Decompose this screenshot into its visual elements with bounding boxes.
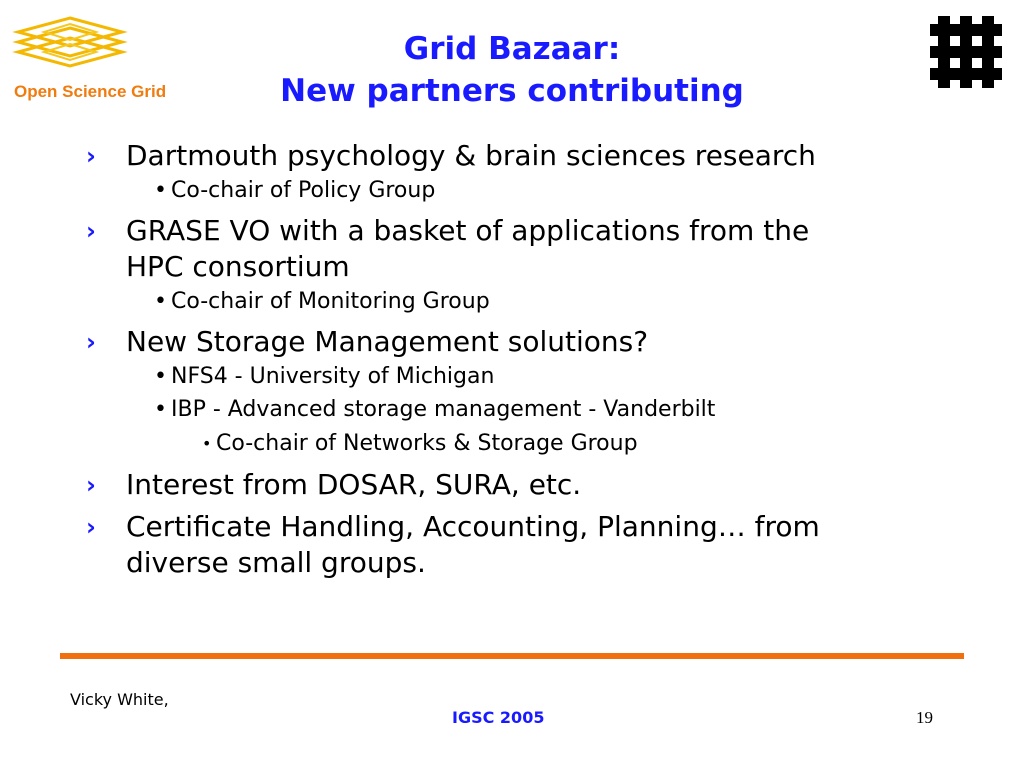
chevron-right-icon: › xyxy=(86,471,96,499)
bullet-text: GRASE VO with a basket of applications from the xyxy=(126,214,810,247)
bullet-dot-icon: • xyxy=(154,178,167,203)
sub-bullet-text: Co-chair of Policy Group xyxy=(171,178,436,203)
sub-bullet-item xyxy=(82,362,962,392)
bullet-dot-icon: • xyxy=(202,434,212,453)
sub-sub-bullet-item xyxy=(82,429,962,459)
sub-bullet-item xyxy=(82,176,962,206)
sub-bullet-item xyxy=(82,287,962,317)
slide-title-line1: Grid Bazaar: xyxy=(403,31,621,67)
slide-title xyxy=(180,28,844,112)
bullet-item xyxy=(82,213,962,285)
sub-bullet-item xyxy=(82,395,962,425)
bullet-dot-icon: • xyxy=(154,397,167,422)
chevron-right-icon: › xyxy=(86,513,96,541)
sub-bullet-text: NFS4 - University of Michigan xyxy=(171,364,495,389)
bullet-item xyxy=(82,138,962,174)
bullet-text-continued: diverse small groups. xyxy=(126,546,426,579)
bullet-list xyxy=(82,138,962,587)
bullet-dot-icon: • xyxy=(154,289,167,314)
slide-title-line2: New partners contributing xyxy=(280,73,744,109)
bullet-item xyxy=(82,509,962,581)
osg-logo-text: Open Science Grid xyxy=(14,82,167,101)
sub-bullet-text: Co-chair of Monitoring Group xyxy=(171,289,490,314)
footer-author: Vicky White, xyxy=(70,690,169,709)
osg-grid-icon xyxy=(10,14,130,80)
sub-bullet-text: IBP - Advanced storage management - Vanderbilt xyxy=(171,397,716,422)
bullet-item xyxy=(82,467,962,503)
chevron-right-icon: › xyxy=(86,328,96,356)
chevron-right-icon: › xyxy=(86,217,96,245)
bullet-text: Certificate Handling, Accounting, Planning… from xyxy=(126,510,820,543)
sub-sub-bullet-text: Co-chair of Networks & Storage Group xyxy=(216,431,638,456)
footer-conference: IGSC 2005 xyxy=(452,708,545,727)
bullet-text-continued: HPC consortium xyxy=(126,250,350,283)
bullet-text: Interest from DOSAR, SURA, etc. xyxy=(126,468,582,501)
osg-logo xyxy=(10,14,180,104)
chevron-right-icon: › xyxy=(86,142,96,170)
bullet-item xyxy=(82,324,962,360)
bullet-text: Dartmouth psychology & brain sciences research xyxy=(126,139,816,172)
bullet-text: New Storage Management solutions? xyxy=(126,325,649,358)
fermilab-logo-icon xyxy=(930,14,1002,90)
page-number: 19 xyxy=(916,708,933,727)
bullet-dot-icon: • xyxy=(154,364,167,389)
footer-divider xyxy=(60,653,964,659)
